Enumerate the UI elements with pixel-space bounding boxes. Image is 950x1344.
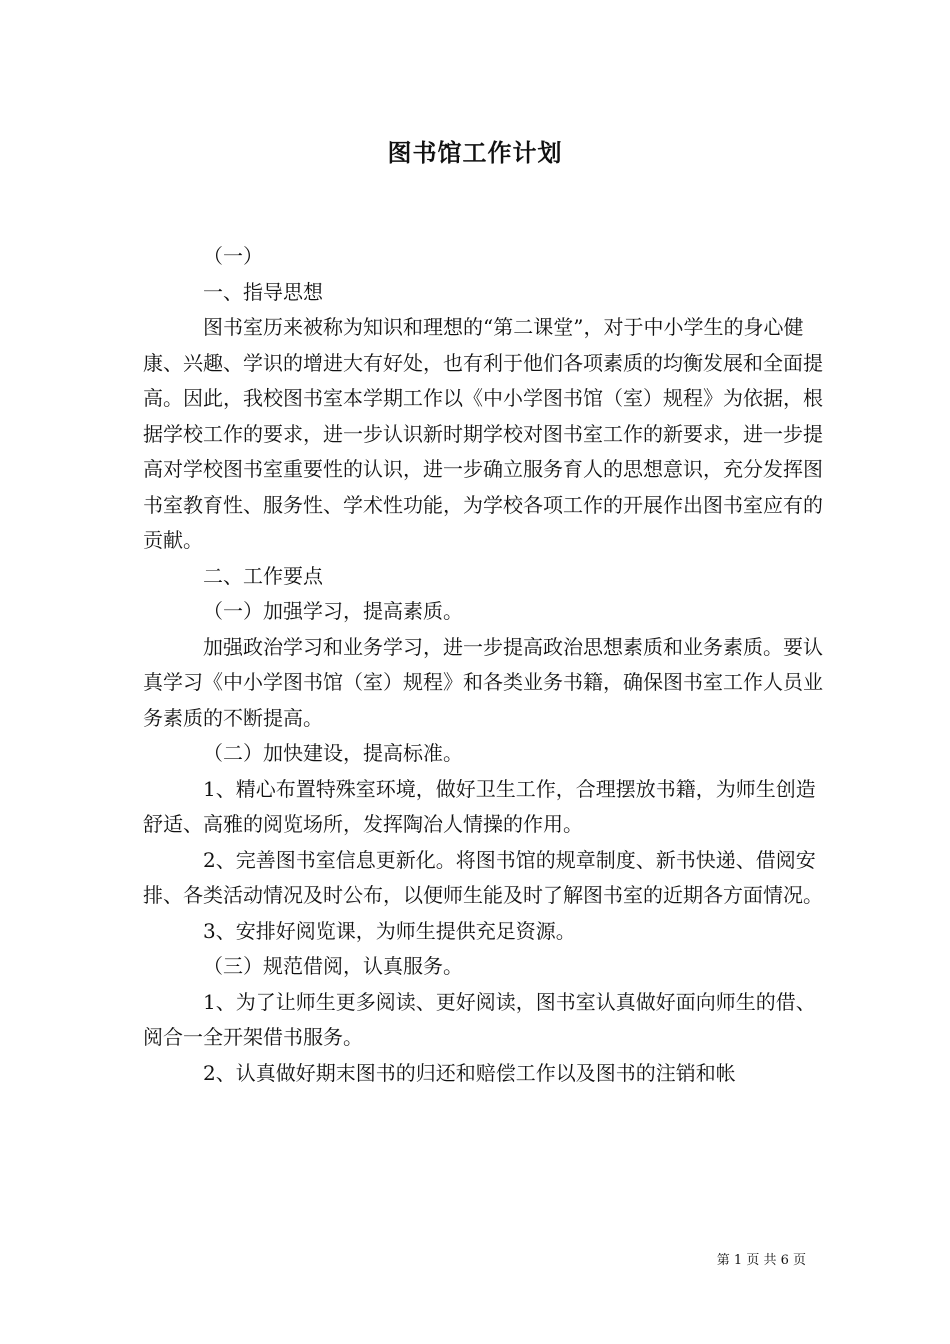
paragraph: （一） [203,244,263,268]
paragraph: 1、为了让师生更多阅读、更好阅读，图书室认真做好面向师生的借、阅合一全开架借书服务。 [143,989,816,1049]
paragraph: 2、认真做好期末图书的归还和赔偿工作以及图书的注销和帐 [203,1060,736,1085]
paragraph: 1、精心布置特殊室环境，做好卫生工作，合理摆放书籍，为师生创造舒适、高雅的阅览场所，发挥陶冶人情操的作用。 [143,776,816,836]
subsection-heading: （三）规范借阅，认真服务。 [203,954,463,978]
paragraph: 加强政治学习和业务学习，进一步提高政治思想素质和业务素质。要认真学习《中小学图书馆（室）规程》和各类业务书籍，确保图书室工作人员业务素质的不断提高。 [143,634,823,730]
paragraph: 图书室历来被称为知识和理想的“第二课堂”，对于中小学生的身心健康、兴趣、学识的增进大有好处，也有利于他们各项素质的均衡发展和全面提高。因此，我校图书室本学期工作以《中小学图书馆（室）规程》为依据，根据学校工作的要求，进一步认识新时期学校对图书室工作的新要求，进一步提高对学校图书室重要性的认识，进一步确立服务育人的思想意识，充分发挥图书室教育性、服务性、学术性功能，为学校各项工作的开展作出图书室应有的贡献。 [143,315,823,552]
section-heading: 二、工作要点 [203,563,323,588]
document-title: 图书馆工作计划 [387,138,563,167]
subsection-heading: （二）加快建设，提高标准。 [203,741,463,765]
document-body [143,239,833,1091]
page-number-footer: 第 1 页 共 6 页 [716,1253,806,1268]
paragraph: 3、安排好阅览课，为师生提供充足资源。 [203,918,576,943]
subsection-heading: （一）加强学习，提高素质。 [203,599,463,623]
section-heading: 一、指导思想 [203,279,323,304]
paragraph: 2、完善图书室信息更新化。将图书馆的规章制度、新书快递、借阅安排、各类活动情况及时公布，以便师生能及时了解图书室的近期各方面情况。 [143,847,823,907]
